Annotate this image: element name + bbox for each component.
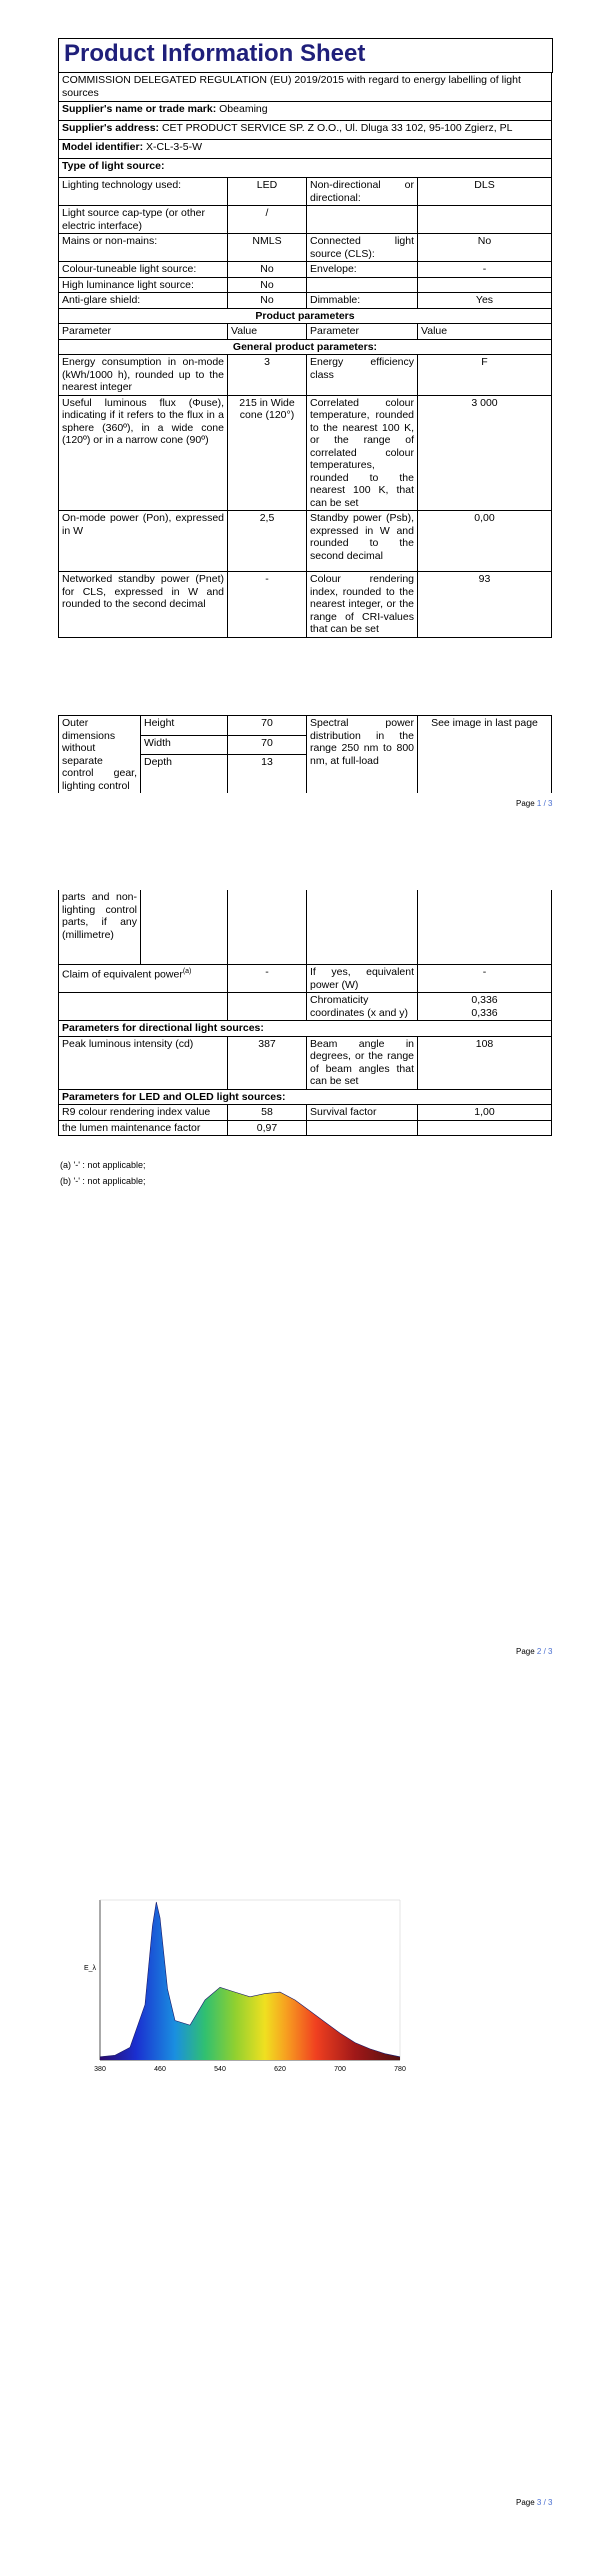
empty-cell — [418, 1120, 552, 1136]
cell: Lighting technology used: — [59, 178, 228, 206]
dim-label-height: Height — [141, 716, 228, 736]
supplier-address: CET PRODUCT SERVICE SP. Z O.O., Ul. Dluga 33 102, 95-100 Zgierz, PL — [161, 122, 513, 134]
empty-cell — [59, 993, 228, 1021]
cell: NMLS — [228, 234, 307, 262]
cell: 93 — [418, 572, 552, 638]
dim-value-width: 70 — [228, 735, 307, 755]
x-tick-label: 700 — [334, 2066, 346, 2073]
equiv-power-label: If yes, equivalent power (W) — [307, 965, 418, 993]
claim-label: Claim of equivalent power — [62, 968, 183, 981]
supplier-name: Obeaming — [219, 103, 268, 115]
cell: No — [228, 293, 307, 309]
column-header-row — [59, 324, 552, 340]
page-footer-2 — [516, 1646, 552, 1659]
cell: 2,5 — [228, 511, 307, 572]
outer-dims-label: Outer dimensions without separate control gear, lighting control — [59, 716, 141, 794]
col-header: Parameter — [59, 324, 228, 340]
info-table — [58, 72, 552, 638]
survival-value: 1,00 — [418, 1105, 552, 1121]
empty-cell — [228, 890, 307, 965]
x-tick-label: 460 — [154, 2066, 166, 2073]
cell: Colour-tuneable light source: — [59, 262, 228, 278]
footnotes — [60, 1157, 145, 1189]
peak-value: 387 — [228, 1036, 307, 1089]
model-row — [59, 140, 552, 159]
type-row — [59, 262, 552, 278]
page-title: Product Information Sheet — [64, 40, 366, 67]
cell: LED — [228, 178, 307, 206]
cell: Envelope: — [307, 262, 418, 278]
footer-prefix: Page — [516, 1647, 537, 1656]
cell: 215 in Wide cone (120°) — [228, 395, 307, 511]
cell: Dimmable: — [307, 293, 418, 309]
continued-table — [58, 890, 552, 1136]
claim-sup: (a) — [182, 968, 192, 975]
page-footer-1 — [516, 798, 552, 811]
cell: Energy efficiency class — [307, 355, 418, 396]
beam-label: Beam angle in degrees, or the range of beam angles that can be set — [307, 1036, 418, 1089]
peak-label: Peak luminous intensity (cd) — [59, 1036, 228, 1089]
model-identifier: X-CL-3-5-W — [146, 141, 203, 153]
lumen-label: the lumen maintenance factor — [59, 1120, 228, 1136]
cell: - — [418, 262, 552, 278]
supplier-address-label: Supplier's address: — [62, 122, 160, 134]
x-tick-label: 620 — [274, 2066, 286, 2073]
dim-value-height: 70 — [228, 716, 307, 736]
type-row — [59, 206, 552, 234]
empty-cell — [307, 1120, 418, 1136]
supplier-address-row — [59, 121, 552, 140]
col-header: Value — [228, 324, 307, 340]
supplier-name-label: Supplier's name or trade mark: — [62, 103, 217, 115]
cell: No — [228, 277, 307, 293]
empty-cell — [418, 890, 552, 965]
type-row — [59, 234, 552, 262]
type-row — [59, 178, 552, 206]
cell: Colour rendering index, rounded to the nearest integer, or the range of CRI-values that can be set — [307, 572, 418, 638]
cell: Non-directional or directional: — [307, 178, 418, 206]
cell: Mains or non-mains: — [59, 234, 228, 262]
regulation-text: COMMISSION DELEGATED REGULATION (EU) 2019/2015 with regard to energy labelling of light sources — [59, 73, 552, 102]
cell: On-mode power (Pon), expressed in W — [59, 511, 228, 572]
cell: 3 — [228, 355, 307, 396]
dim-label-width: Width — [141, 735, 228, 755]
cell: Yes — [418, 293, 552, 309]
page-number: 3 / 3 — [536, 2498, 553, 2507]
y-axis-label: E_λ — [84, 1965, 97, 1972]
cell: Correlated colour temperature, rounded to the nearest 100 K, or the range of correlated colour temperatures, rounded to the nearest 100 K, that can be set — [307, 395, 418, 511]
spectral-chart — [82, 1890, 406, 2080]
cell: No — [418, 234, 552, 262]
empty-cell — [141, 890, 228, 965]
chroma-x: 0,336 — [471, 994, 498, 1006]
r9-value: 58 — [228, 1105, 307, 1121]
cell: F — [418, 355, 552, 396]
survival-label: Survival factor — [307, 1105, 418, 1121]
lumen-value: 0,97 — [228, 1120, 307, 1136]
cell: High luminance light source: — [59, 277, 228, 293]
dim-label-depth: Depth — [141, 755, 228, 794]
footer-prefix: Page — [516, 799, 537, 808]
general-row — [59, 395, 552, 511]
col-header: Parameter — [307, 324, 418, 340]
cell: Standby power (Psb), expressed in W and rounded to the second decimal — [307, 511, 418, 572]
cell — [418, 206, 552, 234]
outer-dims-label-cont: parts and non-lighting control parts, if any (millimetre) — [59, 890, 141, 965]
cell: / — [228, 206, 307, 234]
cell: Energy consumption in on-mode (kWh/1000 h), rounded up to the nearest integer — [59, 355, 228, 396]
col-header: Value — [418, 324, 552, 340]
chroma-label: Chromaticity coordinates (x and y) — [307, 993, 418, 1021]
supplier-name-row — [59, 102, 552, 121]
cell — [307, 277, 418, 293]
type-header: Type of light source: — [59, 159, 552, 178]
cell: Networked standby power (Pnet) for CLS, expressed in W and rounded to the second decimal — [59, 572, 228, 638]
page-number: 2 / 3 — [536, 1647, 553, 1656]
chroma-values — [418, 993, 552, 1021]
led-header: Parameters for LED and OLED light sources: — [59, 1089, 552, 1105]
footer-prefix: Page — [516, 2498, 537, 2507]
type-row — [59, 293, 552, 309]
general-row — [59, 355, 552, 396]
note-a: (a) '-' : not applicable; — [60, 1160, 146, 1170]
empty-cell — [307, 890, 418, 965]
dims-table — [58, 715, 552, 793]
beam-value: 108 — [418, 1036, 552, 1089]
equiv-power-value: - — [418, 965, 552, 993]
spectral-value: See image in last page — [418, 716, 552, 794]
cell: No — [228, 262, 307, 278]
cell — [307, 206, 418, 234]
x-tick-label: 380 — [94, 2066, 106, 2073]
type-row — [59, 277, 552, 293]
general-row — [59, 572, 552, 638]
r9-label: R9 colour rendering index value — [59, 1105, 228, 1121]
claim-value: - — [228, 965, 307, 993]
dim-value-depth: 13 — [228, 755, 307, 794]
page-number: 1 / 3 — [536, 799, 553, 808]
chroma-y: 0,336 — [471, 1006, 498, 1019]
directional-header: Parameters for directional light sources: — [59, 1021, 552, 1037]
spectral-label: Spectral power distribution in the range 250 nm to 800 nm, at full-load — [307, 716, 418, 794]
general-row — [59, 511, 552, 572]
cell: 3 000 — [418, 395, 552, 511]
cell: - — [228, 572, 307, 638]
cell: DLS — [418, 178, 552, 206]
general-params-header: General product parameters: — [59, 339, 552, 355]
cell: Light source cap-type (or other electric interface) — [59, 206, 228, 234]
product-params-header: Product parameters — [59, 308, 552, 324]
page-footer-3 — [516, 2497, 552, 2510]
claim-label-cell — [59, 965, 228, 993]
cell: Useful luminous flux (Φuse), indicating if it refers to the flux in a sphere (360º), in a wide cone (120º) or in a narrow cone (90º) — [59, 395, 228, 511]
model-label: Model identifier: — [62, 141, 144, 153]
x-tick-label: 540 — [214, 2066, 226, 2073]
cell: 0,00 — [418, 511, 552, 572]
cell — [418, 277, 552, 293]
cell: Connected light source (CLS): — [307, 234, 418, 262]
note-b: (b) '-' : not applicable; — [60, 1176, 146, 1186]
cell: Anti-glare shield: — [59, 293, 228, 309]
empty-cell — [228, 993, 307, 1021]
x-tick-label: 780 — [394, 2066, 406, 2073]
